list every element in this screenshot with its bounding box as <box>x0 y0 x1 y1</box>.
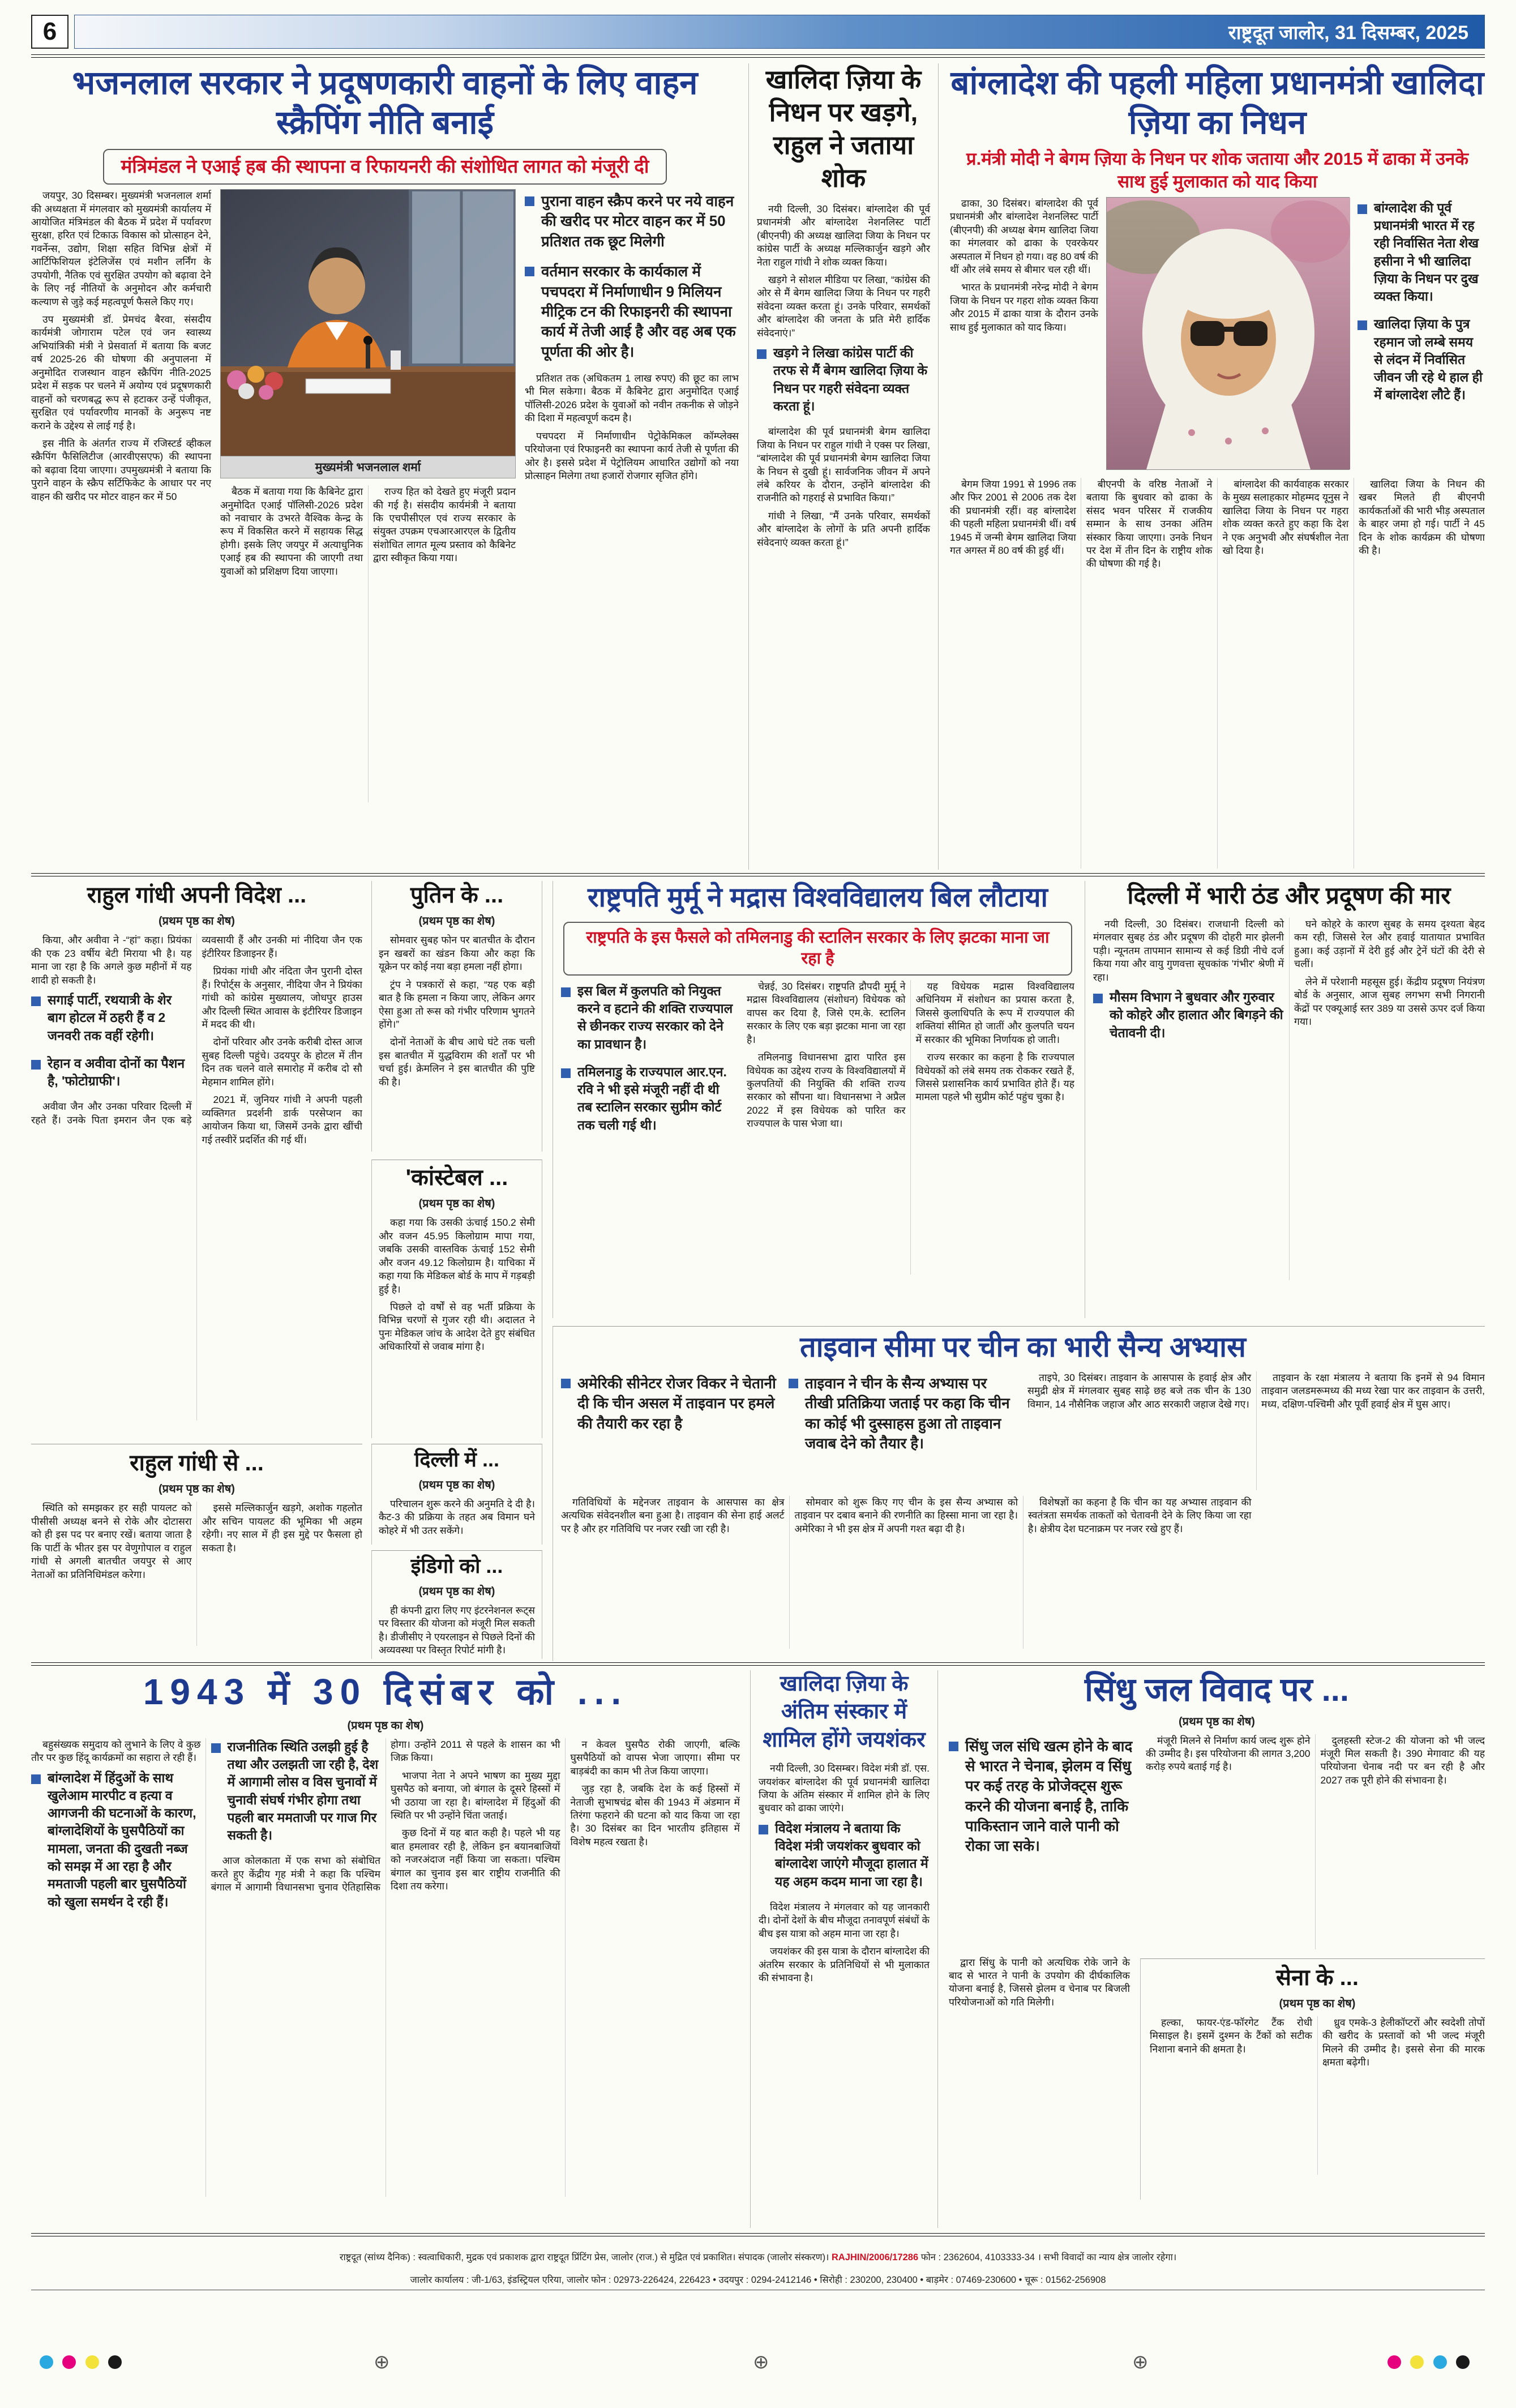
imprint-line-2 <box>31 2273 1485 2287</box>
photo-zia-illustration <box>1107 198 1350 469</box>
body-paragraph: बेगम जिया 1991 से 1996 तक और फिर 2001 से 2006 तक देश की प्रधानमंत्री रहीं। वह बांग्लादेश की पहली महिला प्रधानमंत्री थीं। वर्ष 1945 में जन्मी बेगम खालिदा जिया गत अगस्त में 80 वर्ष की हुई थीं। <box>950 478 1076 556</box>
article-delhi-me-cont <box>371 1444 542 1545</box>
highlight-bullet-text: सिंधु जल संधि खत्म होने के बाद से भारत ने चेनाब, झेलम व सिंधु पर कई तरह के प्रोजेक्ट्स शुरू करने की योजना बनाई है, ताकि पाकिस्तान जाने वाले पानी को रोका जा सके। <box>965 1737 1133 1855</box>
body-paragraph: उप मुख्यमंत्री डॉ. प्रेमचंद बैरवा, संसदीय कार्यमंत्री जोगाराम पटेल एवं जन स्वास्थ्य अभियांत्रिकी मंत्री ने प्रेसवार्ता में बताया कि बजट वर्ष 2025-26 की घोषणा की अनुपालना में अनुमोदित राजस्थान वाहन स्क्रैपिंग नीति-2025 प्रदेश में सड़क पर चलने में अयोग्य एवं प्रदूषणकारी वाहनों को चरणबद्ध रूप से हटाकर उन्हें पंजीकृत, सुरक्षित एवं पर्यावरणीय मानकों के अनुरूप नष्ट कराने के उद्देश्य से लाई गई है। <box>31 314 211 431</box>
continued-from-page-one: (प्रथम पृष्ठ का शेष) <box>418 1585 495 1598</box>
registration-number: RAJHIN/2006/17286 <box>831 2252 919 2262</box>
body-paragraph: सोमवार को शुरू किए गए चीन के इस सैन्य अभ्यास को ताइवान पर दबाव बनाने की रणनीति का हिस्सा माना जा रहा है। अमेरिका ने भी इस क्षेत्र में अपनी गश्त बढ़ा दी है। <box>794 1496 1018 1534</box>
highlight-bullet <box>1357 199 1485 306</box>
highlight-bullet-text: विदेश मंत्रालय ने बताया कि विदेश मंत्री जयशंकर बुधवार को बांग्लादेश जाएंगे मौजूदा हालात में यह अहम कदम माना जा रहा है। <box>775 1820 928 1889</box>
band-rule <box>31 1662 1485 1666</box>
highlight-bullet-text: सगाई पार्टी, रथयात्री के शेर बाग होटल में ठहरी हैं व 2 जनवरी तक वहीं रहेगी। <box>48 993 172 1043</box>
article-body-columns <box>747 980 1074 1274</box>
bullet-square-icon <box>31 1060 41 1070</box>
article-headline: इंडिगो को ... <box>410 1554 503 1577</box>
article-sindhu-water-cont <box>949 1670 1485 2228</box>
page-number: 6 <box>31 15 68 49</box>
masthead-strip <box>74 15 1485 49</box>
body-paragraph: प्रियंका गांधी और नंदिता जैन पुरानी दोस्त हैं। रिपोर्ट्स के अनुसार, नीदिया जैन ने प्रियंका गांधी को कांग्रेस मुख्यालय, जोधपुर हाउस और दिल्ली स्थित आवास के इंटीरियर डिजाइन में मदद की थी। <box>202 965 362 1030</box>
body-paragraph: गांधी ने लिखा, “मैं उनके परिवार, समर्थकों और बांग्लादेश के लोगों के प्रति अपनी हार्दिक संवेदनाएं व्यक्त करता हूं।” <box>757 510 930 548</box>
body-paragraph: ताइपे, 30 दिसंबर। ताइवान के आसपास के हवाई क्षेत्र और समुद्री क्षेत्र में मंगलवार सुबह साढ़े छह बजे तक चीन के 130 विमान, 14 नौसैनिक जहाज और आठ सरकारी जहाज देखे गए। <box>1027 1372 1251 1410</box>
article-headline: बांग्लादेश की पहली महिला प्रधानमंत्री खालिदा ज़िया का निधन <box>950 65 1484 141</box>
body-paragraph: इससे मल्लिकार्जुन खड़गे, अशोक गहलोत और सचिन पायलट की भूमिका भी अहम रहेगी। नए साल में ही इस मुद्दे पर फैसला हो सकता है। <box>202 1502 362 1554</box>
body-paragraph: यह विधेयक मद्रास विश्वविद्यालय अधिनियम में संशोधन का प्रयास करता है, जिससे कुलाधिपति के रूप में राज्यपाल की शक्तियां सीमित हो जातीं और कुलपति चयन में सरकार की भूमिका निर्णायक हो जाती। <box>915 980 1074 1045</box>
body-paragraph: किया, और अवीवा ने -“हां” कहा। प्रियंका की एक 23 वर्षीय बेटी मिराया भी है। यह माना जा रहा है कि अगले कुछ महीनों में यह शादी हो सकती है। <box>31 934 192 986</box>
body-paragraph: स्थिति को समझकर हर सही पायलट को पीसीसी अध्यक्ष बनने से रोके और दोटासरा को ही इस पद पर बनाए रखें। बताया जाता है कि पार्टी के भीतर इस पर वेणुगोपाल व राहुल गांधी से अगली बातचीत जयपुर से आए नेताओं का प्रतिनिधिमंडल करेगा। <box>31 1502 192 1580</box>
body-paragraph: खालिदा जिया के निधन की खबर मिलते ही बीएनपी कार्यकर्ताओं की भारी भीड़ अस्पताल के बाहर जमा हो गई। पार्टी ने 45 दिन के शोक कार्यक्रम की घोषणा की है। <box>1359 478 1485 556</box>
highlight-bullet <box>31 991 192 1045</box>
continued-from-page-one: (प्रथम पृष्ठ का शेष) <box>1279 1997 1356 2010</box>
article-subhead: प्र.मंत्री मोदी ने बेगम ज़िया के निधन पर शोक जताया और 2015 में ढाका में उनके साथ हुई मुलाकात को याद किया <box>966 149 1469 192</box>
body-paragraph: नयी दिल्ली, 30 दिसंबर। राजधानी दिल्ली को मंगलवार सुबह ठंड और प्रदूषण की दोहरी मार झेलनी पड़ी। न्यूनतम तापमान सामान्य से कई डिग्री नीचे दर्ज किया गया और वायु गुणवत्ता सूचकांक 'गंभीर' श्रेणी में रहा। <box>1093 918 1284 983</box>
body-paragraph: पिछले दो वर्षों से वह भर्ती प्रक्रिया के विभिन्न चरणों से गुजर रही थी। अदालत ने पुनः मेडिकल जांच के आदेश देते हुए संबंधित अधिकारियों से जवाब मांगा है। <box>379 1301 535 1353</box>
continued-from-page-one: (प्रथम पृष्ठ का शेष) <box>159 1483 235 1496</box>
photo-khaleda-zia <box>1106 197 1350 470</box>
body-paragraph: बीएनपी के वरिष्ठ नेताओं ने बताया कि बुधवार को ढाका के संसद भवन परिसर में राजकीय सम्मान के साथ उनका अंतिम संस्कार किया जाएगा। उनके निधन पर देश में तीन दिन के राष्ट्रीय शोक की घोषणा की गई है। <box>1086 478 1213 570</box>
body-paragraph: ढाका, 30 दिसंबर। बांग्लादेश की पूर्व प्रधानमंत्री और बांग्लादेश नेशनलिस्ट पार्टी (बीएनपी) की अध्यक्ष बेगम खालिदा जिया का मंगलवार को ढाका के एवरकेयर अस्पताल में निधन हो गया। वह 80 वर्ष की थीं और लंबे समय से बीमार चल रही थीं। <box>950 197 1098 275</box>
highlight-bullet-text: पुराना वाहन स्क्रैप करने पर नये वाहन की खरीद पर मोटर वाहन कर में 50 प्रतिशत तक छूट मिलेगी <box>541 193 734 250</box>
article-rahul-gandhi-videsh-cont <box>31 881 362 1433</box>
highlight-bullet-text: खड़गे ने लिखा कांग्रेस पार्टी की तरफ से मैं बेगम खालिदा ज़िया के निधन पर गहरी संवेदना व्यक्त करता हूं। <box>773 345 928 413</box>
highlight-bullet-text: खालिदा ज़िया के पुत्र रहमान जो लम्बे समय से लंदन में निर्वासित जीवन जी रहे थे हाल ही में बांग्लादेश लौटे हैं। <box>1374 316 1483 403</box>
article-headline: राहुल गांधी से ... <box>130 1451 264 1475</box>
article-jaishankar-funeral <box>750 1670 938 2228</box>
article-body-columns <box>31 934 362 1421</box>
highlight-bullet-text: बांग्लादेश में हिंदुओं के साथ खुलेआम मारपीट व हत्या व आगजनी की घटनाओं के कारण, बांग्लादेशियों के घुसपैठियों का मामला, जनता की दुखती नब्ज को समझ में आ रहा है और ममताजी पहली बार घुसपैठियों को खुला समर्थन दे रही हैं। <box>48 1770 196 1909</box>
body-paragraph: जुड़ रहा है, जबकि देश के कई हिस्सों में नेताजी सुभाषचंद्र बोस की 1943 में अंडमान में तिरंगा फहराने की घटना को याद किया जा रहा है। 30 दिसंबर का दिन भारतीय इतिहास में विशेष महत्व रखता है। <box>570 1783 740 1847</box>
color-registration-dot-black <box>108 2355 122 2369</box>
article-column-left <box>31 189 211 818</box>
body-paragraph: मंजूरी मिलने से निर्माण कार्य जल्द शुरू होने की उम्मीद है। इस परियोजना की लागत 3,200 करोड़ रुपये बताई गई है। <box>1146 1734 1311 1773</box>
article-body-columns <box>31 1738 740 2197</box>
body-paragraph: घने कोहरे के कारण सुबह के समय दृश्यता बेहद कम रही, जिससे रेल और हवाई यातायात प्रभावित हुआ। कई उड़ानों में देरी हुई और ट्रेनें घंटों की देरी से चलीं। <box>1294 918 1485 970</box>
body-paragraph: कहा गया कि उसकी ऊंचाई 150.2 सेमी और वजन 45.95 किलोग्राम मापा गया, जबकि उसकी वास्तविक ऊंचाई 152 सेमी और वजन 49.12 किलोग्राम है। याचिका में कहा गया कि मेडिकल बोर्ड के माप में गड़बड़ी हुई है। <box>379 1217 535 1295</box>
body-paragraph: द्वारा सिंधु के पानी को अत्यधिक रोके जाने के बाद से भारत ने पानी के उपयोग की दीर्घकालिक योजना बनाई है, जिससे झेलम व चेनाब पर बिजली परियोजनाओं को गति मिलेगी। <box>949 1956 1130 2008</box>
highlight-bullet <box>561 982 736 1053</box>
body-paragraph: परिचालन शुरू करने की अनुमति दे दी है। कैट-3 की प्रक्रिया के तहत अब विमान घने कोहरे में भी उतर सकेंगे। <box>379 1498 535 1536</box>
bullet-square-icon <box>1093 994 1103 1003</box>
imprint-text: राष्ट्रदूत (सांध्य दैनिक) : स्वत्वाधिकारी, मुद्रक एवं प्रकाशक द्वारा राष्ट्रदूत प्रिंटिंग प्रेस, जालोर (राज.) से मुद्रित एवं प्रकाशित। संपादक (जालोर संस्करण)। <box>339 2252 829 2262</box>
article-headline: खालिदा ज़िया के निधन पर खड़गे, राहुल ने जताया शोक <box>765 65 922 193</box>
article-headline: पुतिन के ... <box>410 883 504 908</box>
article-headline: राहुल गांधी अपनी विदेश ... <box>87 883 307 908</box>
registration-cross-icon: ⊕ <box>374 2351 390 2373</box>
body-paragraph: तमिलनाडु विधानसभा द्वारा पारित इस विधेयक का उद्देश्य राज्य के विश्वविद्यालयों में कुलपतियों की नियुक्ति की शक्ति राज्य सरकार को सौंपना था। विधानसभा ने अप्रैल 2022 में इस विधेयक को पारित कर राज्यपाल के पास भेजा था। <box>747 1051 906 1130</box>
body-paragraph: ताइवान के रक्षा मंत्रालय ने बताया कि इनमें से 94 विमान ताइवान जलडमरूमध्य की मध्य रेखा पार कर ताइवान के उत्तरी, मध्य, दक्षिण-पश्चिमी और पूर्वी हवाई क्षेत्र में घुस आए। <box>1261 1372 1485 1410</box>
bullet-square-icon <box>561 987 571 997</box>
highlight-bullet <box>211 1738 381 1845</box>
bullet-square-icon <box>211 1743 221 1753</box>
body-paragraph: बांग्लादेश की पूर्व प्रधानमंत्री बेगम खालिदा जिया के निधन पर राहुल गांधी ने एक्स पर लिखा, “बांग्लादेश की पूर्व प्रधानमंत्री बेगम खालिदा जिया के निधन से दुखी हूं। सार्वजनिक जीवन में अपने लंबे करियर के दौरान, उन्होंने बांग्लादेश की राजनीति को गहराई से प्रभावित किया।” <box>757 426 930 504</box>
imprint-text: फोन : 2362604, 4103333-34 । सभी विवादों का न्याय क्षेत्र जालोर रहेगा। <box>920 2252 1177 2262</box>
body-paragraph: जयशंकर की इस यात्रा के दौरान बांग्लादेश की अंतरिम सरकार के प्रतिनिधियों से भी मुलाकात की संभावना है। <box>759 1945 930 1984</box>
highlight-bullet-text: इस बिल में कुलपति को नियुक्त करने व हटाने की शक्ति राज्यपाल से छीनकर राज्य सरकार को देने का प्रावधान है। <box>577 983 733 1051</box>
article-constable-cont <box>371 1160 542 1438</box>
article-column-middle <box>220 189 516 818</box>
body-paragraph: बैठक में बताया गया कि कैबिनेट द्वारा अनुमोदित एआई पॉलिसी-2026 प्रदेश को नवाचार के उभरते वैश्विक केन्द्र के रूप में विकसित करने में सहायक सिद्ध होगी। इसके लिए जयपुर में अत्याधुनिक एआई हब की स्थापना की जाएगी तथा युवाओं को प्रशिक्षण दिया जाएगा। <box>220 486 363 577</box>
article-rahul-se-cont <box>31 1444 362 1666</box>
article-column-left <box>949 1956 1130 2200</box>
body-paragraph: कुछ दिनों में यह बात कही है। पहले भी यह बात हमलावर रही है, लेकिन इन बयानबाजियों को नजरअंदाज नहीं किया जा सकता। पश्चिम बंगाल का चुनाव इस बार राष्ट्रीय राजनीति की दिशा तय करेगा। <box>391 1827 560 1892</box>
article-headline: ताइवान सीमा पर चीन का भारी सैन्य अभ्यास <box>800 1331 1246 1363</box>
article-headline: सेना के ... <box>1276 1965 1359 1990</box>
highlight-bullet <box>789 1374 1015 1480</box>
imprint-text: जालोर कार्यालय : जी-1/63, इंडस्ट्रियल एरिया, जालोर फोन : 02973-226424, 226423 • उदयपुर : 0294-2412146 • सिरोही : 230200, 230400 • बाड़मेर : 07469-230600 • चूरू : 01562-256908 <box>410 2274 1106 2285</box>
bullet-square-icon <box>759 1825 768 1834</box>
article-headline: खालिदा ज़िया के अंतिम संस्कार में शामिल होंगे जयशंकर <box>763 1672 926 1752</box>
highlight-bullet-text: वर्तमान सरकार के कार्यकाल में पचपदरा में निर्माणाधीन 9 मिलियन मीट्रिक टन की रिफाइनरी की स्थापना कार्य में तेजी आई है और वह अब एक पूर्णता की ओर है। <box>541 263 736 360</box>
article-delhi-cold-pollution <box>1085 881 1485 1318</box>
body-paragraph: राज्य सरकार का कहना है कि राज्यपाल विधेयकों को लंबे समय तक रोककर रखते हैं, जिससे प्रशासनिक कार्य प्रभावित होते हैं। यह मामला पहले भी सुप्रीम कोर्ट पहुंच चुका है। <box>915 1051 1074 1103</box>
color-registration-dot-yellow <box>1410 2355 1424 2369</box>
bullet-square-icon <box>31 1774 41 1784</box>
highlight-bullet <box>759 1820 930 1891</box>
body-paragraph: दोनों नेताओं के बीच आधे घंटे तक चली इस बातचीत में युद्धविराम की शर्तों पर भी चर्चा हुई। क्रेमलिन ने इस बातचीत की पुष्टि की है। <box>379 1036 535 1088</box>
article-headline: 'कांस्टेबल ... <box>405 1165 508 1190</box>
body-paragraph: विशेषज्ञों का कहना है कि चीन का यह अभ्यास ताइवान की स्वतंत्रता समर्थक ताकतों को चेतावनी देने के लिए किया जा रहा है। क्षेत्रीय देश घटनाक्रम पर नजर रखे हुए हैं। <box>1028 1496 1252 1534</box>
body-paragraph: चेन्नई, 30 दिसंबर। राष्ट्रपति द्रौपदी मुर्मू ने मद्रास विश्वविद्यालय (संशोधन) विधेयक को वापस कर दिया है, जिसे एम.के. स्टालिन सरकार के लिए एक बड़ा झटका माना जा रहा है। <box>747 980 906 1045</box>
body-paragraph: नयी दिल्ली, 30 दिसंबर। बांग्लादेश की पूर्व प्रधानमंत्री और बांग्लादेश नेशनलिस्ट पार्टी (बीएनपी) की अध्यक्ष खालिदा जिया के निधन पर कांग्रेस पार्टी के अध्यक्ष मल्लिकार्जुन खड़गे और नेता राहुल गांधी ने शोक व्यक्त किया। <box>757 203 930 268</box>
bullet-square-icon <box>949 1742 958 1751</box>
body-paragraph: जयपुर, 30 दिसम्बर। मुख्यमंत्री भजनलाल शर्मा की अध्यक्षता में मंगलवार को मुख्यमंत्री कार्यालय में आयोजित मंत्रिमंडल की बैठक में प्रदेश में पर्यावरण सुरक्षा, हरित एवं टिकाऊ विकास को प्रोत्साहन देने, गवर्नेन्स, उद्योग, शिक्षा सहित विभिन्न क्षेत्रों में आर्टिफिशियल इंटेलिजेंस एवं मशीन लर्निंग के उपयोगी, नैतिक एवं सुरक्षित उपयोग को बढ़ावा देने के लिए नई नीतियों के अनुमोदन और कर्मचारी कल्याण से जुड़े कई महत्वपूर्ण फैसले किए गए। <box>31 190 211 307</box>
continued-from-page-one: (प्रथम पृष्ठ का शेष) <box>1179 1715 1255 1728</box>
body-paragraph: हल्का, फायर-एंड-फॉरगेट टैंक रोधी मिसाइल है। इसमें दुश्मन के टैंकों को सटीक निशाना बनाने की क्षमता है। <box>1150 2016 1312 2055</box>
body-paragraph: नयी दिल्ली, 30 दिसम्बर। विदेश मंत्री डॉ. एस. जयशंकर बांग्लादेश की पूर्व प्रधानमंत्री खालिदा जिया के अंतिम संस्कार में शामिल होने के लिए बुधवार को ढाका जाएंगे। <box>759 1763 930 1814</box>
body-paragraph: खड़गे ने सोशल मीडिया पर लिखा, “कांग्रेस की ओर से मैं बेगम खालिदा जिया के निधन पर गहरी संवेदना व्यक्त करता हूं। उनके परिवार, समर्थकों और बांग्लादेश की जनता के प्रति मेरी हार्दिक संवेदनाएं।” <box>757 274 930 339</box>
article-column-right <box>525 189 739 818</box>
body-paragraph: राज्य हित को देखते हुए मंजूरी प्रदान की गई है। संसदीय कार्यमंत्री ने बताया कि एचपीसीएल एवं राज्य सरकार के संयुक्त उपक्रम एचआरआरएल के द्वितीय संशोधित लागत मूल्य प्रस्ताव को कैबिनेट द्वारा स्वीकृत किया गया। <box>373 486 516 564</box>
body-paragraph: बांग्लादेश की कार्यवाहक सरकार के मुख्य सलाहकार मोहम्मद यूनुस ने खालिदा जिया के निधन पर गहरा शोक व्यक्त करते हुए कहा कि देश ने एक अनुभवी और संघर्षशील नेता खो दिया है। <box>1222 478 1349 556</box>
bullet-square-icon <box>525 196 534 206</box>
highlight-bullet-text: मौसम विभाग ने बुधवार और गुरुवार को कोहरे और हालात और बिगड़ने की चेतावनी दी। <box>1110 990 1283 1040</box>
highlight-bullet-text: रेहान व अवीवा दोनों का पैशन है, 'फोटोग्राफी'। <box>48 1055 185 1089</box>
article-headline: दिल्ली में भारी ठंड और प्रदूषण की मार <box>1127 882 1451 909</box>
body-paragraph: भाजपा नेता ने अपने भाषण का मुख्य मुद्दा घुसपैठ को बनाया, जो बंगाल के दूसरे हिस्सों में भी उठाया जा रहा है। बांग्लादेश में हिंदुओं की स्थिति पर भी उन्होंने चिंता जताई। <box>391 1769 560 1821</box>
body-paragraph: 2021 में, जुनियर गांधी ने अपनी पहली व्यक्तिगत प्रदर्शनी डार्क परसेप्शन का आयोजन किया था, जिसमें उनके द्वारा खींची गई तस्वीरें प्रदर्शित की गई थीं। <box>202 1094 362 1145</box>
article-bullet-column <box>561 980 736 1274</box>
highlight-bullet-text: बांग्लादेश की पूर्व प्रधानमंत्री भारत में रह रही निर्वासित नेता शेख हसीना ने भी खालिदा ज़िया के निधन पर दुख व्यक्त किया। <box>1374 200 1479 304</box>
article-body-columns <box>561 1496 1485 1649</box>
highlight-bullet <box>1357 315 1485 404</box>
bullet-square-icon <box>525 267 534 276</box>
body-paragraph: बहुसंख्यक समुदाय को लुभाने के लिए वे कुछ तौर पर कुछ हिंदू कार्यक्रमों का सहारा ले रही हैं। <box>31 1738 201 1764</box>
continued-from-page-one: (प्रथम पृष्ठ का शेष) <box>418 1197 495 1211</box>
highlight-bullet <box>525 191 739 251</box>
highlight-bullet-text: तमिलनाडु के राज्यपाल आर.एन. रवि ने भी इसे मंजूरी नहीं दी थी तब स्टालिन सरकार सुप्रीम कोर्ट तक चली गई थी। <box>577 1064 727 1132</box>
color-registration-dot-black <box>1456 2355 1470 2369</box>
article-khaleda-zia-obituary <box>950 63 1485 870</box>
article-putin-cont <box>371 881 542 1152</box>
bullet-square-icon <box>1357 204 1367 214</box>
article-sena-cont <box>1140 1958 1485 2200</box>
highlight-bullet <box>31 1769 201 1911</box>
band-rule <box>31 873 1485 876</box>
article-subhead: मंत्रिमंडल ने एआई हब की स्थापना व रिफायनरी की संशोधित लागत को मंजूरी दी <box>103 149 667 185</box>
registration-dots-right <box>1387 2355 1476 2372</box>
article-body-columns <box>1093 918 1485 1280</box>
registration-cross-icon: ⊕ <box>753 2351 769 2373</box>
body-paragraph: आज कोलकाता में एक सभा को संबोधित करते हुए केंद्रीय गृह मंत्री ने कहा कि पश्चिम बंगाल में आगामी विधानसभा चुनाव ऐतिहासिक होगा। उन्होंने 2011 से पहले के शासन का भी जिक्र किया। <box>211 1738 560 1893</box>
color-registration-dot-yellow <box>85 2355 99 2369</box>
bullet-square-icon <box>1357 320 1367 330</box>
body-paragraph: न केवल घुसपैठ रोकी जाएगी, बल्कि घुसपैठियों को वापस भेजा जाएगा। सीमा पर बाड़बंदी का काम भी तेज किया जाएगा। <box>570 1738 740 1777</box>
body-paragraph: भारत के प्रधानमंत्री नरेन्द्र मोदी ने बेगम जिया के निधन पर गहरा शोक व्यक्त किया और 2015 में ढाका यात्रा के दौरान उनके साथ हुई मुलाकात को याद किया। <box>950 281 1098 333</box>
body-paragraph: लेने में परेशानी महसूस हुई। केंद्रीय प्रदूषण नियंत्रण बोर्ड के अनुसार, आज सुबह लगभग सभी निगरानी केंद्रों पर एक्यूआई स्तर 389 या उससे ऊपर दर्ज किया गया। <box>1294 976 1485 1027</box>
highlight-bullet <box>525 262 739 362</box>
body-paragraph: प्रतिशत तक (अधिकतम 1 लाख रुपए) की छूट का लाभ भी मिल सकेगा। बैठक में कैबिनेट द्वारा अनुमोदित एआई पॉलिसी-2026 प्रदेश के युवाओं को नवीन तकनीक से जोड़ने की दिशा में महत्वपूर्ण कदम है। <box>525 372 739 424</box>
article-subhead: राष्ट्रपति के इस फैसले को तमिलनाडु की स्टालिन सरकार के लिए झटका माना जा रहा है <box>563 922 1072 976</box>
article-taiwan-china-drill <box>553 1326 1485 1661</box>
continued-from-page-one: (प्रथम पृष्ठ का शेष) <box>347 1719 424 1732</box>
highlight-bullet-text: अमेरिकी सीनेटर रोजर विकर ने चेतानी दी कि चीन असल में ताइवान पर हमले की तैयारी कर रहा है <box>577 1375 776 1432</box>
color-registration-dot-magenta <box>1387 2355 1401 2369</box>
masthead-text: राष्ट्रदूत जालोर, 31 दिसम्बर, 2025 <box>1228 22 1468 44</box>
color-registration-dot-cyan <box>1433 2355 1447 2369</box>
body-paragraph: विदेश मंत्रालय ने मंगलवार को यह जानकारी दी। दोनों देशों के बीच मौजूदा तनावपूर्ण संबंधों के बीच इस यात्रा को अहम माना जा रहा है। <box>759 1901 930 1939</box>
article-body-columns <box>1027 1371 1485 1490</box>
article-vehicle-scrappage-policy <box>31 63 739 870</box>
article-body-columns <box>31 1502 362 1646</box>
registration-dots-left <box>40 2355 129 2372</box>
body-paragraph: ध्रुव एमके-3 हेलीकॉप्टरों और स्वदेशी तोपों की खरीद के प्रस्तावों को भी जल्द मंजूरी मिलने की उम्मीद है। इससे सेना की मारक क्षमता बढ़ेगी। <box>1322 2016 1485 2068</box>
body-paragraph: पचपदरा में निर्माणाधीन पेट्रोकेमिकल कॉम्प्लेक्स परियोजना एवं रिफाइनरी का स्थापना कार्य तेजी से पूर्णता की ओर है। इससे प्रदेश में पेट्रोलियम आधारित उद्योगों को नया प्रोत्साहन मिलेगा तथा हजारों रोजगार सृजित होंगे। <box>525 430 739 482</box>
body-paragraph: दोनों परिवार और उनके करीबी दोस्त आज सुबह दिल्ली पहुंचे। उदयपुर के होटल में तीन दिन तक चलने वाले समारोह में करीब दो सौ मेहमान शामिल होंगे। <box>202 1036 362 1088</box>
continued-from-page-one: (प्रथम पृष्ठ का शेष) <box>418 915 495 928</box>
article-murmu-madras-bill <box>553 881 1074 1318</box>
article-headline: दिल्ली में ... <box>414 1448 499 1471</box>
highlight-bullet <box>31 1055 192 1090</box>
highlight-bullet <box>561 1374 776 1480</box>
article-headline: भजनलाल सरकार ने प्रदूषणकारी वाहनों के लिए वाहन स्क्रैपिंग नीति बनाई <box>72 65 698 141</box>
photo-cm-bhajanlal-sharma <box>220 189 516 456</box>
highlight-bullet <box>757 344 930 415</box>
bullet-square-icon <box>561 1379 571 1388</box>
bullet-square-icon <box>789 1379 798 1388</box>
article-body-columns <box>950 478 1485 869</box>
footer-rule <box>31 2233 1485 2236</box>
color-registration-dot-magenta <box>62 2355 76 2369</box>
body-paragraph: सोमवार सुबह फोन पर बातचीत के दौरान इन खबरों का खंडन किया और कहा कि यूक्रेन पर कोई नया बड़ा हमला नहीं होगा। <box>379 934 535 973</box>
body-paragraph: दुलहस्ती स्टेज-2 की योजना को भी जल्द मंजूरी मिल सकती है। 390 मेगावाट की यह परियोजना चेनाब नदी पर बन रही है और 2027 तक पूरी होने की संभावना है। <box>1320 1734 1485 1786</box>
highlight-bullet <box>561 1063 736 1134</box>
highlight-bullet <box>1093 989 1284 1042</box>
body-paragraph: इस नीति के अंतर्गत राज्य में रजिस्टर्ड व्हीकल स्क्रैपिंग फैसिलिटीज (आरवीएसएफ) की स्थापना को बढ़ावा दिया जाएगा। उपमुख्यमंत्री ने बताया कि पुराने वाहन के स्क्रैप सर्टिफिकेट के आधार पर नए वाहन की खरीद पर मोटर वाहन कर में 50 <box>31 437 211 502</box>
bullet-square-icon <box>561 1068 571 1078</box>
article-column-left <box>950 197 1098 470</box>
header-rule <box>31 54 1485 58</box>
highlight-bullet-text: राजनीतिक स्थिति उलझी हुई है तथा और उलझती जा रही है, देश में आगामी लोस व विस चुनावों में चुनावी संघर्ष गंभीर होगा तथा पहली बार ममताजी पर गाज गिर सकती है। <box>227 1739 379 1843</box>
highlight-bullet <box>949 1737 1136 1939</box>
color-registration-dot-cyan <box>40 2355 53 2369</box>
body-paragraph: अवीवा जैन और उनका परिवार दिल्ली में रहते हैं। उनके पिता इमरान जैन एक बड़े व्यवसायी हैं और उनकी मां नीदिया जैन एक इंटीरियर डिजाइनर हैं। <box>31 934 362 1126</box>
article-indigo-cont <box>371 1550 542 1659</box>
article-kharge-rahul-condolence <box>748 63 939 870</box>
article-column-middle-text <box>220 485 516 802</box>
photo-cm-illustration <box>221 190 515 456</box>
continued-from-page-one: (प्रथम पृष्ठ का शेष) <box>418 1478 495 1491</box>
body-paragraph: ही कंपनी द्वारा लिए गए इंटरनेशनल रूट्स पर विस्तार की योजना को मंजूरी मिल सकती है। डीजीसीए ने एयरलाइन से पिछले दिनों की अव्यवस्था पर विस्तृत रिपोर्ट मांगी है। <box>379 1604 535 1656</box>
page-header <box>31 15 1485 49</box>
imprint-line-1 <box>31 2251 1485 2265</box>
article-body-columns <box>1150 2016 1485 2175</box>
article-headline: सिंधु जल विवाद पर ... <box>1084 1671 1350 1708</box>
body-paragraph: गतिविधियों के मद्देनजर ताइवान के आसपास का क्षेत्र अत्यधिक संवेदनशील बना हुआ है। ताइवान की सेना हाई अलर्ट पर है और हर गतिविधि पर नजर रखी जा रही है। <box>561 1496 785 1534</box>
article-headline: राष्ट्रपति मुर्मू ने मद्रास विश्वविद्यालय बिल लौटाया <box>588 883 1048 913</box>
bullet-square-icon <box>757 349 766 359</box>
continued-from-page-one: (प्रथम पृष्ठ का शेष) <box>159 915 235 928</box>
article-column-right <box>1357 197 1485 470</box>
photo-caption: मुख्यमंत्री भजनलाल शर्मा <box>220 456 516 478</box>
article-headline: 1943 में 30 दिसंबर को ... <box>143 1671 628 1712</box>
highlight-bullet-text: ताइवान ने चीन के सैन्य अभ्यास पर तीखी प्रतिक्रिया जताई पर कहा कि चीन का कोई भी दुस्साहस हुआ तो ताइवान जवाब देने को तैयार है। <box>805 1375 1010 1452</box>
bullet-square-icon <box>31 996 41 1006</box>
article-body-columns <box>1146 1734 1485 1949</box>
registration-cross-icon: ⊕ <box>1132 2351 1149 2373</box>
body-paragraph: ट्रंप ने पत्रकारों से कहा, “यह एक बड़ी बात है कि हमला न किया जाए, लेकिन अगर ऐसा हुआ तो रूस को गंभीर परिणाम भुगतने होंगे।” <box>379 978 535 1030</box>
article-1943-dec30-cont <box>31 1670 740 2228</box>
